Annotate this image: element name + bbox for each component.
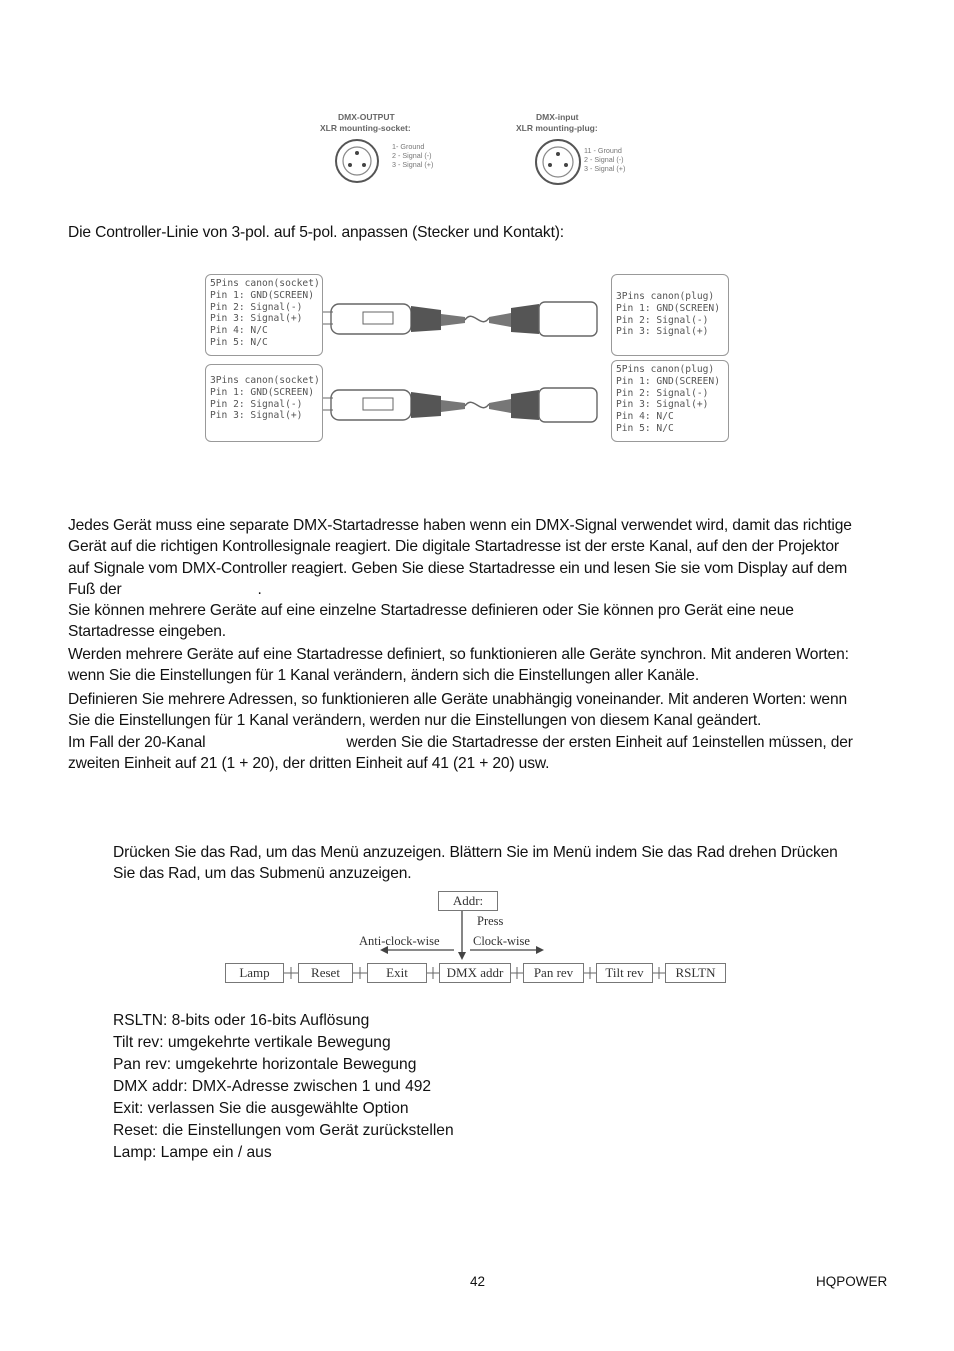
callout-pin: Pin 2: Signal(-)	[210, 301, 303, 313]
menu-item-tilt-rev: Tilt rev	[596, 963, 653, 983]
paragraph-synchronous	[68, 644, 888, 687]
text-line: Werden mehrere Geräte auf eine Startadresse definiert, so funktionieren alle Geräte synchron. Mit anderen Worten:	[68, 646, 849, 663]
dmx-input-subtitle: XLR mounting-plug:	[516, 123, 598, 133]
menu-diagram	[222, 890, 732, 986]
pin-line: 11 - Ground	[584, 146, 622, 155]
callout-pin: Pin 2: Signal(-)	[210, 398, 303, 410]
menu-item-reset: Reset	[298, 963, 353, 983]
list-item: Lamp: Lampe ein / aus	[113, 1144, 272, 1161]
callout-pin: Pin 3: Signal(+)	[616, 326, 709, 338]
callout-pin: Pin 1: GND(SCREEN)	[616, 375, 720, 387]
text-line: Gerät auf die richtigen Kontrollesignale reagiert. Die digitale Startadresse ist der erste Kanal, auf den der Projektor	[68, 538, 839, 556]
callout-pin: Pin 3: Signal(+)	[210, 410, 303, 422]
adapter-cable-figure	[205, 272, 731, 444]
xlr-plug-icon	[534, 138, 582, 186]
text-line	[68, 732, 888, 753]
paragraph-startaddress	[68, 515, 888, 601]
brand-footer: HQPOWER	[816, 1274, 888, 1289]
list-item: Pan rev: umgekehrte horizontale Bewegung	[113, 1056, 417, 1073]
callout-pin: Pin 5: N/C	[616, 422, 674, 434]
dmx-input-title: DMX-input	[536, 112, 579, 122]
text-line: Sie das Rad, um das Submenü anzuzeigen.	[113, 865, 412, 883]
adapter-cable-bottom-icon	[323, 376, 613, 432]
list-item: Tilt rev: umgekehrte vertikale Bewegung	[113, 1034, 391, 1051]
callout-pin: Pin 1: GND(SCREEN)	[616, 302, 720, 314]
menu-description-list	[113, 1010, 713, 1164]
text-line: Startadresse eingeben.	[68, 623, 226, 641]
xlr-connector-figure	[300, 108, 660, 188]
menu-item-pan-rev: Pan rev	[523, 963, 584, 983]
anti-clockwise-label: Anti-clock-wise	[359, 934, 440, 948]
callout-pin: Pin 4: N/C	[616, 411, 674, 423]
callout-pin: Pin 4: N/C	[210, 325, 268, 337]
pin-line: 1- Ground	[392, 142, 425, 151]
text-line	[68, 579, 888, 600]
text-line: wenn Sie die Einstellungen für 1 Kanal verändern, ändern sich die Einstellungen aller Kanäle.	[68, 667, 700, 685]
callout-3pin-plug	[611, 274, 729, 356]
callout-title: 5Pins canon(plug)	[616, 364, 715, 375]
text-line: Jedes Gerät muss eine separate DMX-Startadresse haben wenn ein DMX-Signal verwendet wird, damit das richtige	[68, 517, 852, 534]
dmx-input-pin-list	[584, 146, 625, 173]
menu-addr-box: Addr:	[438, 891, 498, 911]
callout-3pin-socket	[205, 364, 323, 442]
pin-line: 2 - Signal (-)	[584, 155, 624, 164]
pin-line: 3 - Signal (+)	[392, 160, 434, 169]
adapter-cable-top-icon	[323, 290, 613, 346]
menu-intro	[113, 842, 883, 885]
dmx-output-pin-list	[392, 142, 433, 169]
callout-pin: Pin 2: Signal(-)	[616, 387, 709, 399]
callout-5pin-socket	[205, 274, 323, 356]
xlr-socket-icon	[334, 138, 380, 184]
page-number: 42	[470, 1274, 486, 1289]
pin-line: 3 - Signal (+)	[584, 164, 626, 173]
text-line: auf Signale vom DMX-Controller reagiert. Geben Sie diese Startadresse ein und lesen Sie sie vom Display auf dem	[68, 559, 848, 577]
paragraph-independent	[68, 689, 888, 732]
pin-line: 2 - Signal (-)	[392, 151, 432, 160]
list-item: Reset: die Einstellungen vom Gerät zurückstellen	[113, 1122, 454, 1139]
list-item: Exit: verlassen Sie die ausgewählte Option	[113, 1100, 409, 1117]
dmx-output-title: DMX-OUTPUT	[338, 112, 395, 122]
callout-title: 5Pins canon(socket)	[210, 278, 320, 289]
callout-pin: Pin 3: Signal(+)	[210, 313, 303, 325]
callout-pin: Pin 2: Signal(-)	[616, 314, 709, 326]
adapter-heading: Die Controller-Linie von 3-pol. auf 5-pol. anpassen (Stecker und Kontakt):	[68, 224, 564, 241]
list-item: RSLTN: 8-bits oder 16-bits Auflösung	[113, 1012, 370, 1029]
text-fragment: Im Fall der 20-Kanal	[68, 734, 206, 751]
menu-item-lamp: Lamp	[225, 963, 284, 983]
text-line: Drücken Sie das Rad, um das Menü anzuzeigen. Blättern Sie im Menü indem Sie das Rad drehen Drücken	[113, 844, 838, 861]
text-line: zweiten Einheit auf 21 (1 + 20), der dritten Einheit auf 41 (21 + 20) usw.	[68, 755, 550, 773]
callout-title: 3Pins canon(plug)	[616, 291, 715, 302]
menu-item-dmx-addr: DMX addr	[439, 963, 511, 983]
menu-item-exit: Exit	[367, 963, 427, 983]
list-item: DMX addr: DMX-Adresse zwischen 1 und 492	[113, 1078, 432, 1095]
paragraph-multiple-devices	[68, 600, 888, 643]
callout-pin: Pin 1: GND(SCREEN)	[210, 289, 314, 301]
text-fragment: werden Sie die Startadresse der ersten Einheit auf 1einstellen müssen, der	[346, 734, 853, 751]
text-fragment: .	[257, 581, 262, 599]
paragraph-20-channel	[68, 732, 888, 775]
clockwise-label: Clock-wise	[473, 934, 530, 948]
callout-title: 3Pins canon(socket)	[210, 375, 320, 386]
callout-pin: Pin 1: GND(SCREEN)	[210, 386, 314, 398]
callout-pin: Pin 3: Signal(+)	[616, 399, 709, 411]
text-line: Definieren Sie mehrere Adressen, so funktionieren alle Geräte unabhängig voneinander. Mit anderen Worten: wenn	[68, 691, 847, 708]
text-line: Sie können mehrere Geräte auf eine einzelne Startadresse definieren oder Sie können pro Gerät eine neue	[68, 602, 794, 619]
text-fragment: Fuß der	[68, 581, 122, 599]
text-line: Sie die Einstellungen für 1 Kanal verändern, werden nur die Einstellungen von diesem Kanal geändert.	[68, 712, 762, 730]
menu-item-rsltn: RSLTN	[665, 963, 726, 983]
callout-5pin-plug	[611, 360, 729, 442]
callout-pin: Pin 5: N/C	[210, 336, 268, 348]
press-label: Press	[477, 914, 504, 928]
dmx-output-subtitle: XLR mounting-socket:	[320, 123, 411, 133]
